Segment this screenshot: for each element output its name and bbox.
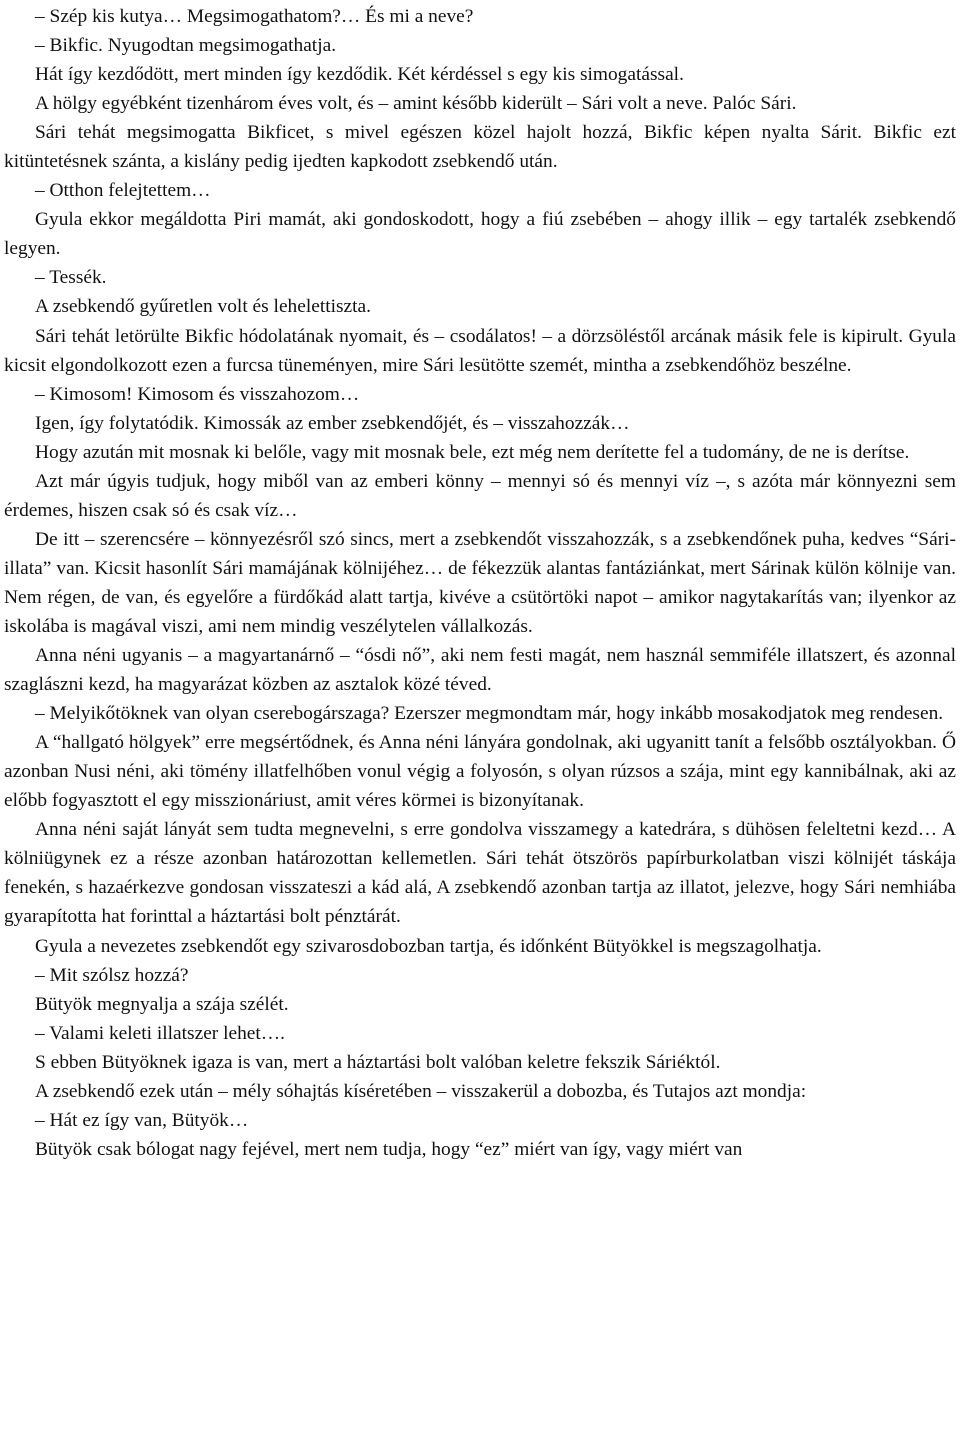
paragraph: Sári tehát megsimogatta Bikficet, s mivel egészen közel hajolt hozzá, Bikfic képen nyalta Sárit. Bikfic ezt kitüntetésnek szánta, a kislány pedig ijedten kapkodott zsebkendő után. [4, 122, 956, 173]
paragraph: Anna néni ugyanis – a magyartanárnő – “ósdi nő”, aki nem festi magát, nem használ semmiféle illatszert, és azonnal szaglászni kezd, ha magyarázat közben az asztalok közé téved. [4, 645, 956, 696]
paragraph: Bütyök csak bólogat nagy fejével, mert nem tudja, hogy “ez” miért van így, vagy miért van [35, 1138, 743, 1160]
paragraph: – Melyikőtöknek van olyan cserebogárszaga? Ezerszer megmondtam már, hogy inkább mosakodjatok meg rendesen. [35, 703, 944, 725]
paragraph: A “hallgató hölgyek” erre megsértődnek, és Anna néni lányára gondolnak, aki ugyanitt tanít a felsőbb osztályokban. Ő azonban Nusi néni, aki tömény illatfelhőben vonul végig a folyosón, s olyan rúzsos a szája, mint egy kannibálnak, aki az előbb fogyasztott el egy misszionáriust, amit véres körmei is bizonyítanak. [4, 732, 956, 812]
paragraph: – Hát ez így van, Bütyök… [35, 1109, 249, 1131]
paragraph: Hát így kezdődött, mert minden így kezdődik. Két kérdéssel s egy kis simogatással. [35, 64, 684, 86]
paragraph: Sári tehát letörülte Bikfic hódolatának nyomait, és – csodálatos! – a dörzsöléstől arcának másik fele is kipirult. Gyula kicsit elgondolkozott ezen a furcsa tüneményen, mire Sári lesütötte szemét, mintha a zsebkendőhöz beszélne. [4, 325, 956, 376]
paragraph: – Bikfic. Nyugodtan megsimogathatja. [35, 35, 337, 57]
paragraph: S ebben Bütyöknek igaza is van, mert a háztartási bolt valóban keletre fekszik Sáriéktól. [35, 1051, 721, 1073]
paragraph: Gyula ekkor megáldotta Piri mamát, aki gondoskodott, hogy a fiú zsebében – ahogy illik – egy tartalék zsebkendő legyen. [4, 209, 956, 260]
paragraph: – Tessék. [35, 267, 107, 289]
document-body [4, 2, 956, 1164]
paragraph: – Otthon felejtettem… [35, 180, 211, 202]
paragraph: Igen, így folytatódik. Kimossák az ember zsebkendőjét, és – visszahozzák… [35, 412, 630, 434]
paragraph: Hogy azután mit mosnak ki belőle, vagy mit mosnak bele, ezt még nem derítette fel a tudomány, de ne is derítse. [35, 441, 910, 463]
paragraph: Azt már úgyis tudjuk, hogy miből van az emberi könny – mennyi só és mennyi víz –, s azóta már könnyezni sem érdemes, hiszen csak só és csak víz… [4, 470, 956, 521]
paragraph: A hölgy egyébként tizenhárom éves volt, és – amint később kiderült – Sári volt a neve. Palóc Sári. [35, 93, 797, 115]
paragraph: – Mit szólsz hozzá? [35, 964, 189, 986]
paragraph: A zsebkendő ezek után – mély sóhajtás kíséretében – visszakerül a dobozba, és Tutajos azt mondja: [35, 1080, 807, 1102]
paragraph: – Kimosom! Kimosom és visszahozom… [35, 383, 360, 405]
paragraph: Bütyök megnyalja a szája szélét. [35, 993, 289, 1015]
paragraph: De itt – szerencsére – könnyezésről szó sincs, mert a zsebkendőt visszahozzák, s a zsebkendőnek puha, kedves “Sári-illata” van. Kicsit hasonlít Sári mamájának kölnijéhez… de fékezzük alantas fantáziánkat, mert Sárinak külön kölnije van. Nem régen, de van, és egyelőre a fürdőkád alatt tartja, kivéve a csütörtöki napot – amikor nagytakarítás van; ilyenkor az iskolába is magával viszi, ami nem mindig veszélytelen vállalkozás. [4, 528, 956, 637]
paragraph: Anna néni saját lányát sem tudta megnevelni, s erre gondolva visszamegy a katedrára, s dühösen feleltetni kezd… A kölniügynek ez a része azonban határozottan kellemetlen. Sári tehát ötszörös papírburkolatban viszi kölnijét táskája fenekén, s hazaérkezve gondosan visszateszi a kád alá, A zsebkendő azonban tartja az illatot, jelezve, hogy Sári nemhiába gyarapította hat forinttal a háztartási bolt pénztárát. [4, 819, 956, 928]
paragraph: Gyula a nevezetes zsebkendőt egy szivarosdobozban tartja, és időnként Bütyökkel is megszagolhatja. [35, 935, 822, 957]
paragraph: – Szép kis kutya… Megsimogathatom?… És mi a neve? [35, 6, 474, 27]
paragraph: A zsebkendő gyűretlen volt és lehelettiszta. [35, 296, 372, 318]
paragraph: – Valami keleti illatszer lehet…. [35, 1022, 286, 1044]
